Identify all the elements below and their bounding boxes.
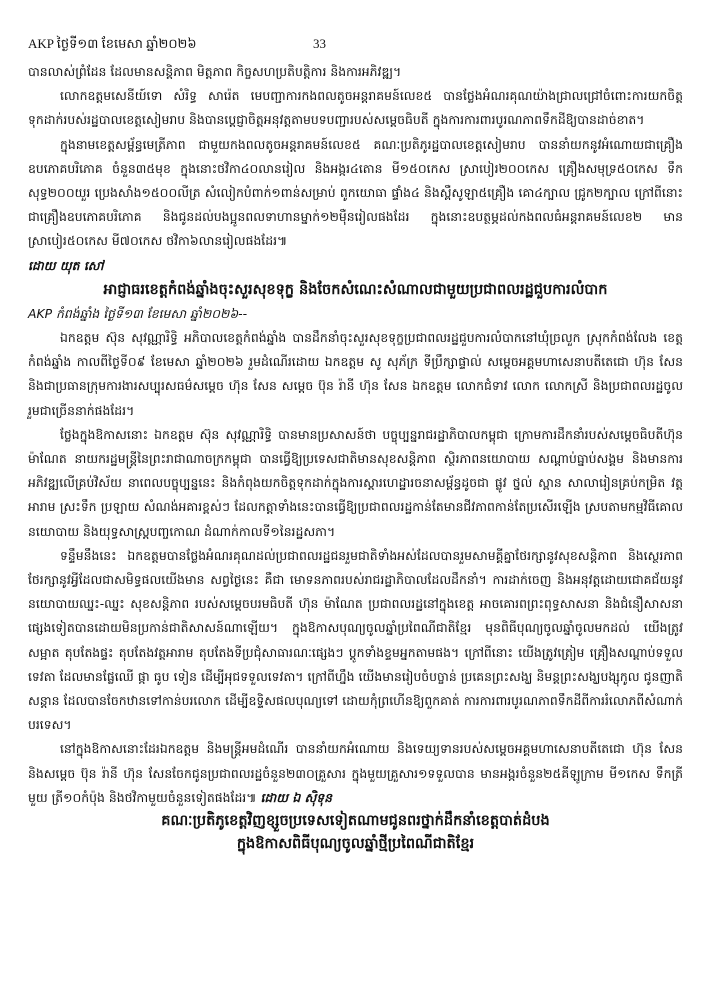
article2-headline: អាជ្ញាធរខេត្តកំពង់ឆ្នាំងចុះសួរសុខទុក្ខ និងចែកសំណេះសំណាលជាមួយប្រជាពលរដ្ឋជួបការលំបាក (103, 281, 608, 298)
article2-paragraph-4 (28, 737, 683, 810)
article3-headline-line-1: គណៈប្រតិភូខេត្តវិញខ្សួចប្រទេសទៀតណាមជូនពរថ្នាក់ដឹកនាំខេត្តបាត់ដំបង (161, 813, 550, 830)
article2-dateline: AKP កំពង់ឆ្នាំង ថ្ងៃទី១៣ ខែមេសា ឆ្នាំ២០២៦-- (28, 305, 248, 321)
article2-paragraph-2: ថ្លែងក្នុងឱកាសនោះ ឯកឧត្តម ស៊ុន សុវណ្ណារិទ្ធិ បានមានប្រសាសន៍ថា បច្ចុប្បន្នរាជរដ្ឋាភិបាលកម្ពុជា ក្រោមការដឹកនាំរបស់សម្តេចធិបតីហ៊ុន ម៉ាណែត នាយករដ្ឋមន្ត្រីនៃព្រះរាជាណាចក្រកម្ពុជា បានធ្វើឱ្យប្រទេសជាតិមានសុខសន្តិភាព ស្ថិរភាពនយោបាយ សណ្តាប់ធ្នាប់សង្គម និងមានការអភិវឌ្ឍលើគ្រប់វិស័យ នាពេលបច្ចុប្បន្ននេះ និងកំពុងយកចិត្តទុកដាក់ក្នុងការស្តារហេដ្ឋារចនាសម្ព័ន្ធដូចជា ផ្លូវ ថ្នល់ ស្ពាន សាលារៀនគ្រប់កម្រិត វត្តអារាម ស្រះទឹក ប្រឡាយ សំណង់អគារខ្ពស់ៗ ដែលកត្តាទាំងនេះបានធ្វើឱ្យប្រជាពលរដ្ឋកាន់តែមានជីវភាពកាន់តែប្រសើរឡើង ស្របតាមកម្មវិធីគោលនយោបាយ និងយុទ្ធសាស្ត្របញ្ចកោណ ដំណាក់កាលទី១នៃរដ្ឋសភា។ (28, 426, 683, 539)
page-number: 33 (313, 36, 326, 51)
document-body (28, 60, 683, 856)
article2-paragraph-1: ឯកឧត្តម ស៊ុន សុវណ្ណារិទ្ធិ អភិបាលខេត្តកំពង់ឆ្នាំង បានដឹកនាំចុះសួរសុខទុក្ខប្រជាពលរដ្ឋជួបការលំបាកនៅឃុំច្រលួក ស្រុកកំពង់លែង ខេត្តកំពង់ឆ្នាំង កាលពីថ្ងៃទី០៩ ខែមេសា ឆ្នាំ២០២៦ រួមដំណើរដោយ ឯកឧត្តម សូ សុភ័ក្រ ទីប្រឹក្សាផ្ទាល់ សម្តេចអគ្គមហាសេនាបតីតេជោ ហ៊ុន សែន និងជាប្រធានក្រុមការងារសប្បុរសធម៌សម្តេច ហ៊ុន សែន សម្តេច ប៊ុន រ៉ានី ហ៊ុន សែន ឯកឧត្តម លោកជំទាវ លោក លោកស្រី និងប្រជាពលរដ្ឋចូលរួមជាច្រើននាក់ផងដែរ។ (28, 330, 683, 418)
article2-paragraph-4-text: នៅក្នុងឱកាសនោះដែរឯកឧត្តម និងមន្ត្រីអមដំណើរ បាននាំយកអំណោយ និងទេយ្យទានរបស់សម្តេចអគ្គមហាសេនាបតីតេជោ ហ៊ុន សែន និងសម្តេច ប៊ុន រ៉ានី ហ៊ុន សែនចែកជូនប្រជាពលរដ្ឋចំនួន២៣០គ្រួសារ ក្នុងមួយគ្រួសារ១ទទួលបាន មានអង្ករចំនួន២៥គីឡូក្រាម មី១កេស ទឹកត្រីមួយ ត្រី១០កំប៉ុង និងថវិកាមួយចំនួនទៀតផងដែរ៕ (28, 741, 683, 805)
article1-continuation: បានលាស់ព្រំដែន ដែលមានសន្តិភាព មិត្តភាព កិច្ចសហប្រតិបត្តិការ និងការអភិវឌ្ឍ។ (28, 64, 402, 79)
article1-signature: ដោយ យុត សៅ (28, 257, 104, 273)
article1-paragraph-2: ក្នុងនាមខេត្តសម្ព័ន្ធមេត្រីភាព ជាមួយកងពលតូចអន្តរាគមន៍លេខ៥ គណៈប្រតិភូរដ្ឋបាលខេត្តសៀមរាប បាននាំយកនូវអំណោយជាគ្រឿងឧបភោគបរិភោគ ចំនួន៣៥មុខ ក្នុងនោះថវិកា៤០លានរៀល និងអង្ករ៤តោន មី១៥០កេស ស្រាបៀរ២០០កេស គ្រឿងសមុទ្រ៥០កេស ទឹកសុទ្ធ២០០យួរ ប្រេងសាំង១៥០០លីត្រ សំលៀកបំពាក់១ពាន់សម្រាប់ ពូកយោធា ផ្ទាំង៤ និងស្ពឺសូឡា៥គ្រឿង គោ៤ក្បាល ជ្រូក២ក្បាល ក្រៅពីនោះជាគ្រឿងឧបភោគបរិភោគ និងជូនដល់បងប្អូនពលទាហានម្នាក់១២មុឺនរៀលផងដែរ ក្នុងនោះឧបត្ថម្ភដល់កងពលធំអន្តរាគមន៍លេខ២ មាន ស្រាបៀរ៥០កេស មី៧០កេស ថវិកា៦លានរៀលផងដែរ៕ (28, 136, 683, 249)
article3-headline-line-2: ក្នុងឱកាសពិធីបុណ្យចូលឆ្នាំថ្មីប្រពៃណីជាតិខ្មែរ (236, 836, 475, 853)
article2-paragraph-3: ទន្ទឹមនឹងនេះ ឯកឧត្តមបានថ្លែងអំណរគុណដល់ប្រជាពលរដ្ឋជនរួមជាតិទាំងអស់ដែលបានរួមសាមគ្គីគ្នាថែរក្សានូវសុខសន្តិភាព និងស្ថេរភាពថែរក្សានូវអ្វីដែលជាសមិទ្ធផលយើងមាន សព្វថ្ងៃនេះ គឺជា មោទនភាពរបស់រាជរដ្ឋាភិបាលដែលដឹកនាំ។ ការដាក់ចេញ និងអនុវត្តដោយជោគជ័យនូវនយោបាយឈ្នះ-ឈ្នះ សុខសន្តិភាព របស់សម្តេចបរមធិបតី ហ៊ុន ម៉ាណែត ប្រជាពលរដ្ឋនៅក្នុងខេត្ត អាចគោរពព្រះពុទ្ធសាសនា និងជំនឿសាសនាផ្សេងទៀតបានដោយមិនប្រកាន់ជាតិសាសន៍ណាឡើយ។ ក្នុងឱកាសបុណ្យចូលឆ្នាំប្រពៃណីជាតិខ្មែរ មុនពិធីបុណ្យចូលឆ្នាំចូលមកដល់ យើងត្រូវសម្អាត តុបតែងផ្ទះ តុបតែងវត្តអារាម តុបតែងទីប្រជុំសាធារណៈផ្សេងៗ ប្តូកទាំងខ្ទមអ្នកតាមផង។ ក្រៅពីនោះ យើងត្រូវត្រៀម គ្រឿងសណ្ដាប់ទទួលទេវតា ដែលមានផ្លែឈើ ផ្កា ធូប ទៀន ដើម្បីអុជទទួលទេវតា។ ក្រៅពីហ្នឹង យើងមានរៀបចំបច្ចាន់ ប្រគេនព្រះសង្ឃ និមន្តព្រះសង្ឃបង្សុកូល ជូនញាតិសន្តាន ដែលបានចែកឋានទៅកាន់បរលោក ដើម្បីឧទ្ទិសផលបុណ្យទៅ ដោយកុំព្រហើនឱ្យពួកគាត់ ការការពារបូរណភាពទឹកដីពីការរំលោភពីសំណាក់បរទេស។ (28, 547, 683, 733)
header-date: AKP ថ្ងៃទី១៣ ខែមេសា ឆ្នាំ២០២៦ (28, 36, 197, 51)
article2-signature: ដោយ ឯ ស៊ិទុន (260, 789, 333, 805)
article1-paragraph-1: លោកឧត្តមសេនីយ៍ទោ សំរិទ្ធ សារ៉េត មេបញ្ជាការកងពលតូចអន្តរាគមន៍លេខ៥ បានថ្លែងអំណរគុណយ៉ាងជ្រាលជ្រៅចំពោះការយកចិត្តទុកដាក់របស់រដ្ឋបាលខេត្តសៀមរាប និងបានប្តេជ្ញាចិត្តអនុវត្តតាមបទបញ្ជារបស់សម្តេចធិបតី ក្នុងការការពារបូរណភាពទឹកដីឱ្យបានដាច់ខាត។ (28, 88, 683, 128)
page-header (28, 36, 679, 56)
